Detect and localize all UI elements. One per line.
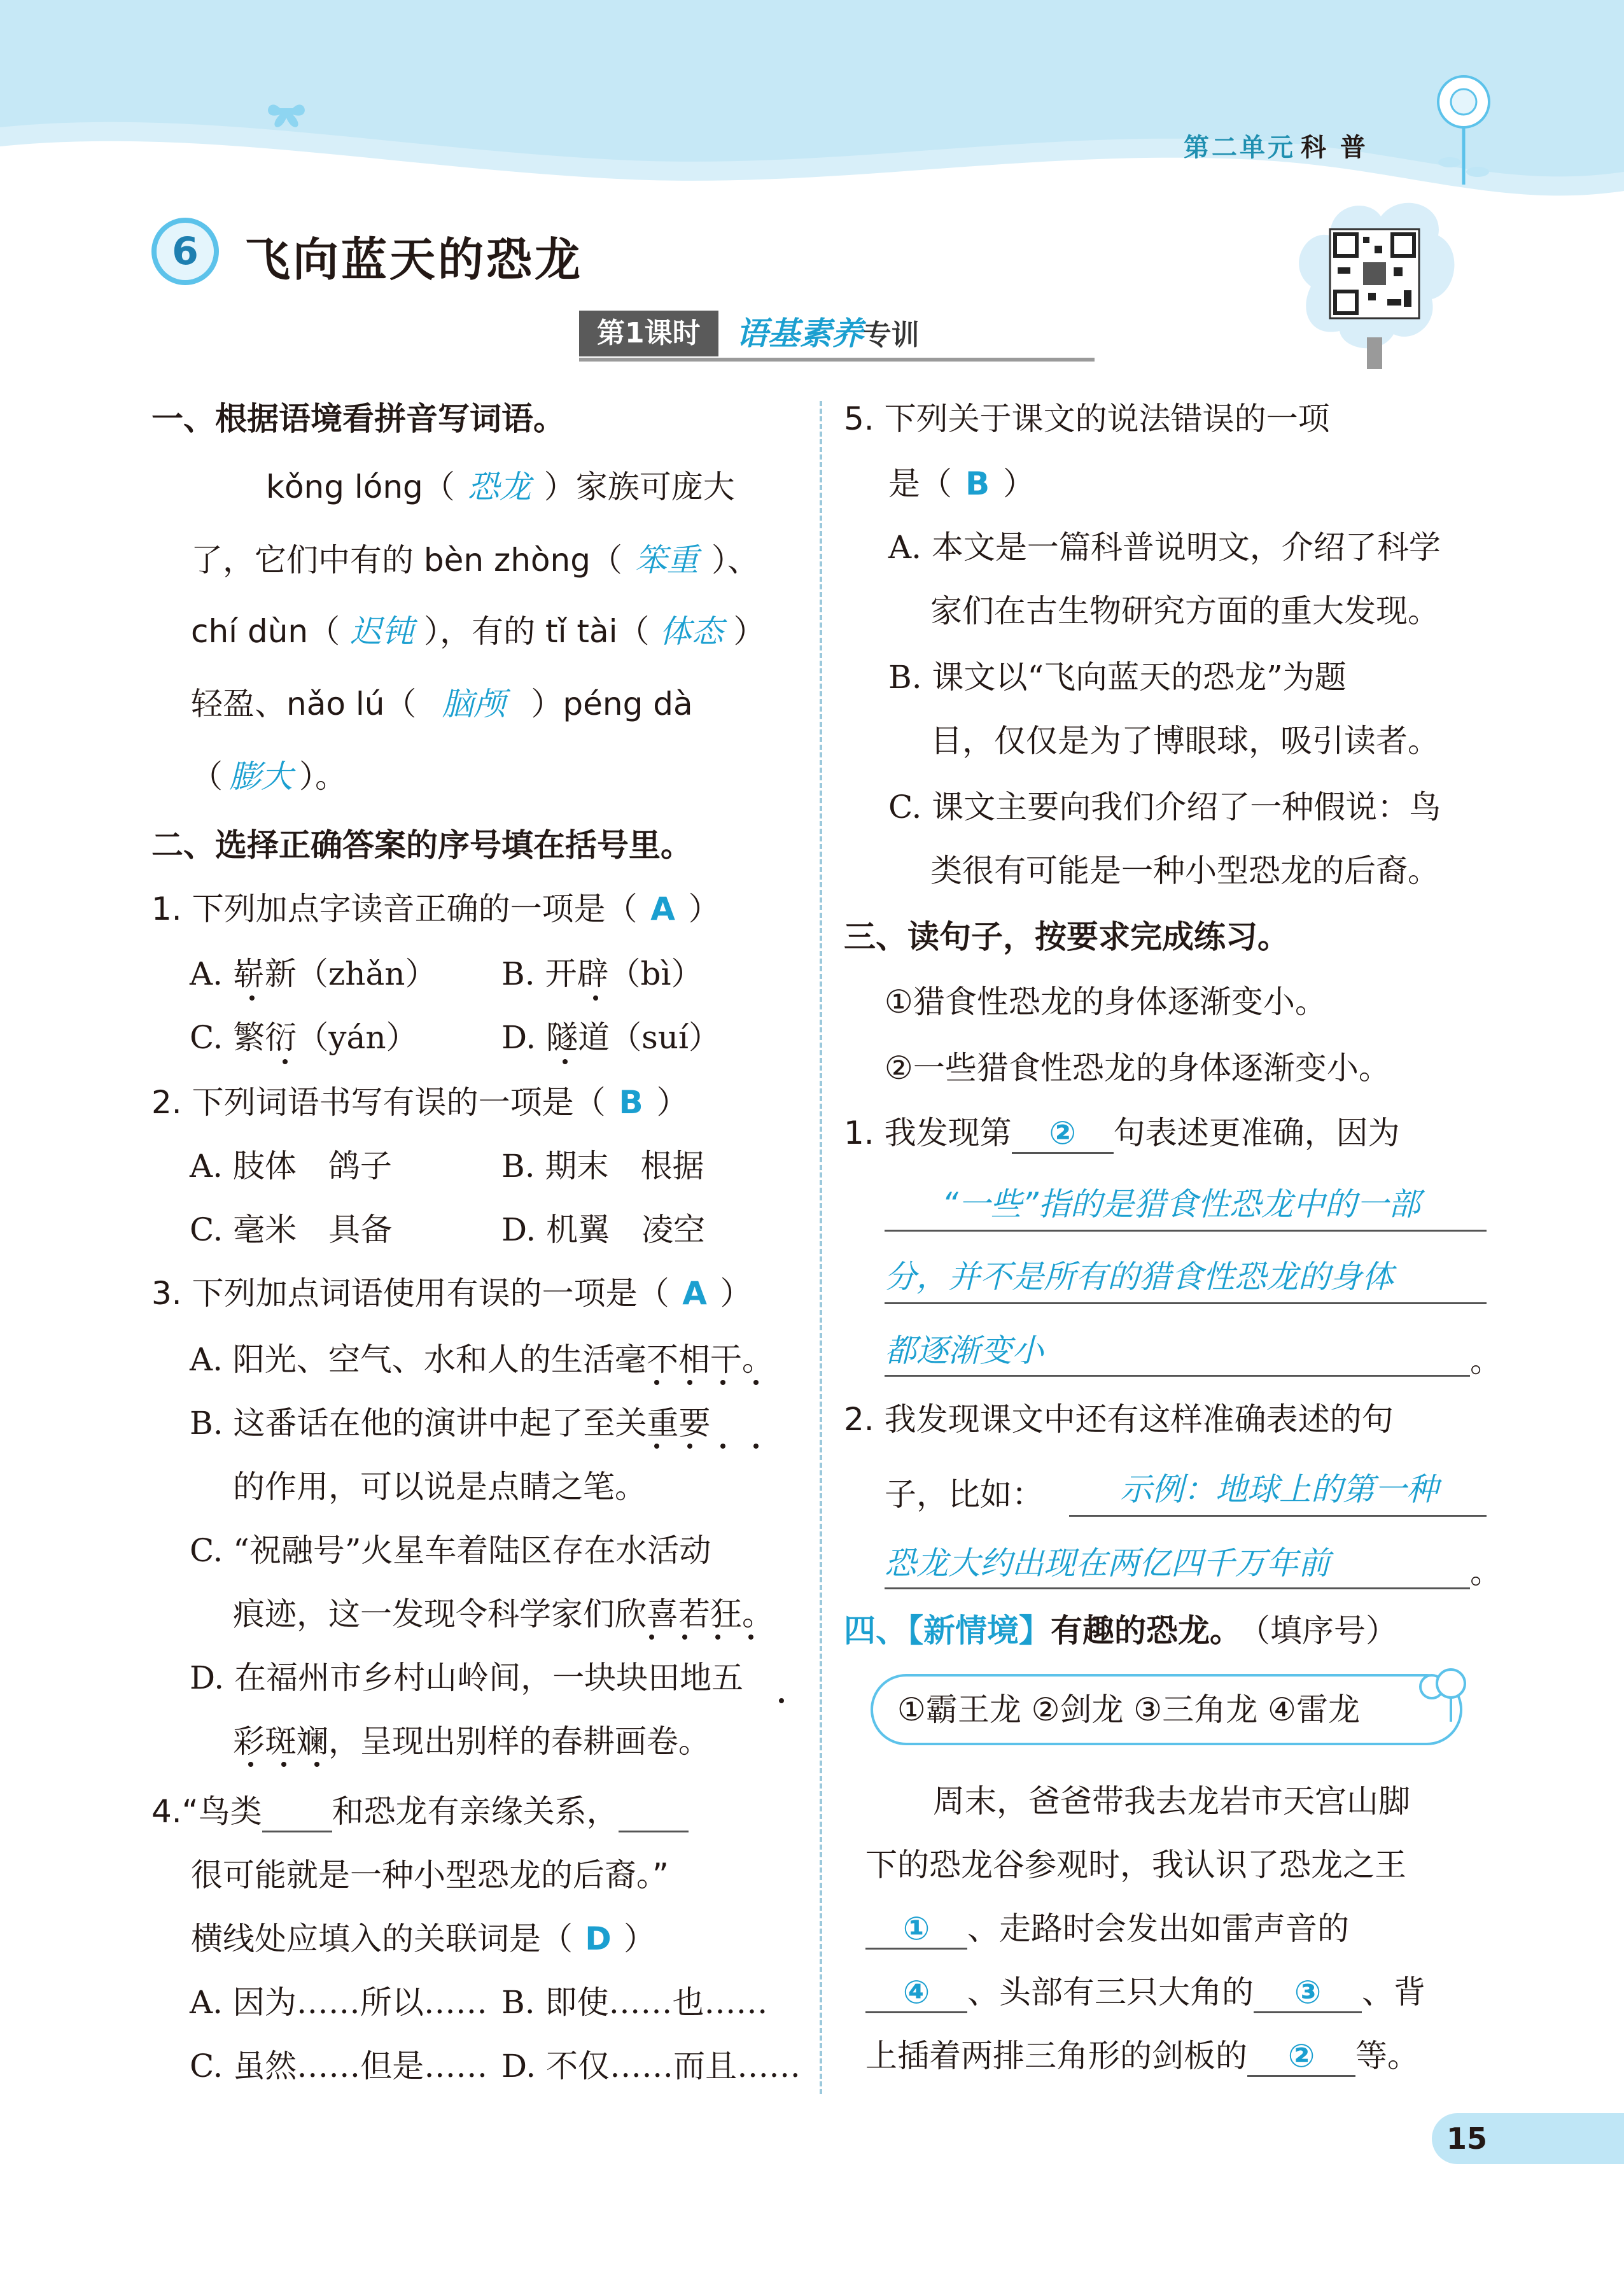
answer-line	[885, 1587, 1470, 1589]
q5-option-a-line2: 家们在古生物研究方面的重大发现。	[930, 593, 1439, 629]
period: 。	[1470, 1554, 1502, 1591]
answer-titai: 体态	[659, 613, 724, 650]
q4-line-2: 很可能就是一种小型恐龙的后裔。”	[191, 1857, 669, 1894]
s3-q2-line-2: 子，比如：	[885, 1476, 1044, 1513]
banner-underline	[579, 358, 1095, 362]
q4-blank-1[interactable]	[262, 1792, 332, 1832]
q5-answer: B	[965, 465, 990, 502]
s4-para-1: 周末，爸爸带我去龙岩市天宫山脚	[933, 1783, 1410, 1820]
section-2-title: 二、选择正确答案的序号填在括号里。	[151, 827, 692, 864]
q4-option-d: D. 不仅……而且……	[501, 2048, 801, 2085]
s3-q1-reason-1: “一些”指的是猎食性恐龙中的一部	[942, 1186, 1420, 1223]
q3-option-c-line2: 痕迹，这一发现令科学家们欣喜若狂。	[233, 1596, 774, 1633]
s4-answer-3: ③	[1254, 1973, 1362, 2013]
q4-blank-2[interactable]	[619, 1792, 689, 1832]
q3-stem: 3. 下列加点词语使用有误的一项是（ A ）	[151, 1275, 752, 1312]
period: 。	[1470, 1342, 1502, 1379]
choice-bank: ①霸王龙 ②剑龙 ③三角龙 ④雷龙	[897, 1691, 1360, 1728]
q4-option-b: B. 即使……也……	[501, 1984, 768, 2021]
q4-line-3: 横线处应填入的关联词是（ D ）	[191, 1920, 655, 1957]
page-number: 15	[1432, 2113, 1502, 2164]
s4-para-4: ④ 、头部有三只大角的 ③ 、背	[865, 1973, 1425, 2013]
answer-chidun: 迟钝	[350, 613, 414, 650]
q3-option-a: A. 阳光、空气、水和人的生活毫不相干。	[190, 1341, 774, 1378]
sentence-2: ②一些猎食性恐龙的身体逐渐变小。	[885, 1050, 1390, 1086]
s1-line-1: kǒng lóng（ 恐龙 ）家族可庞大	[266, 468, 735, 505]
s4-para-5: 上插着两排三角形的剑板的 ② 等。	[865, 2037, 1419, 2077]
q4-option-c: C. 虽然……但是……	[190, 2048, 488, 2085]
emphasis-dot	[563, 1059, 568, 1064]
section-1-title: 一、根据语境看拼音写词语。	[151, 400, 565, 437]
banner-topic-sub: 专训	[863, 319, 920, 351]
q4-answer: D	[585, 1920, 612, 1957]
s3-q1-answer: ②	[1012, 1114, 1114, 1154]
lesson-number-badge: 6	[151, 218, 219, 285]
q3-option-b-line2: 的作用，可以说是点睛之笔。	[233, 1468, 647, 1505]
q5-option-a-line1: A. 本文是一篇科普说明文，介绍了科学	[888, 529, 1441, 566]
q3-option-c-line1: C. “祝融号”火星车着陆区存在水活动	[190, 1532, 711, 1569]
s3-q1-line: 1. 我发现第 ② 句表述更准确，因为	[844, 1114, 1400, 1154]
q3-option-d-line2: 彩斑斓，呈现出别样的春耕画卷。	[233, 1723, 710, 1760]
s3-q1-reason-2: 分，并不是所有的猎食性恐龙的身体	[885, 1258, 1394, 1295]
emphasis-dot	[283, 1059, 288, 1064]
section-3-title: 三、读句子，按要求完成练习。	[844, 918, 1289, 955]
q5-line-1: 5. 下列关于课文的说法错误的一项	[844, 400, 1330, 437]
s3-q2-example-1: 示例：地球上的第一种	[1120, 1471, 1438, 1508]
q5-option-c-line2: 类很有可能是一种小型恐龙的后裔。	[930, 852, 1439, 889]
s4-para-2: 下的恐龙谷参观时，我认识了恐龙之王	[865, 1846, 1406, 1883]
q3-option-d-line1: D. 在福州市乡村山岭间，一块块田地五	[190, 1659, 744, 1696]
q4-option-a: A. 因为……所以……	[190, 1984, 487, 2021]
answer-konglong: 恐龙	[467, 468, 531, 505]
q1-stem: 1. 下列加点字读音正确的一项是（ A ）	[151, 890, 720, 927]
s4-answer-1: ①	[865, 1909, 967, 1950]
q1-option-d: D. 隧道（suí）	[501, 1019, 720, 1056]
answer-naolu: 脑颅	[442, 686, 506, 722]
s1-line-4: 轻盈、nǎo lú（ 脑颅 ）péng dà	[191, 686, 693, 722]
q2-option-b: B. 期末 根据	[501, 1148, 704, 1185]
unit-subject: 科 普	[1301, 133, 1368, 162]
q1-option-c: C. 繁衍（yán）	[190, 1019, 418, 1056]
cloud-decoration-icon	[1406, 1661, 1476, 1725]
sentence-1: ①猎食性恐龙的身体逐渐变小。	[885, 983, 1327, 1020]
q5-line-2: 是（ B ）	[888, 465, 1035, 502]
unit-name: 第二单元	[1184, 133, 1296, 162]
q3-option-b-line1: B. 这番话在他的演讲中起了至关重要	[190, 1405, 711, 1442]
answer-line	[885, 1375, 1470, 1377]
q1-option-a: A. 崭新（zhǎn）	[190, 955, 437, 992]
s3-q2-example-2: 恐龙大约出现在两亿四千万年前	[885, 1545, 1330, 1582]
answer-pengda: 膨大	[229, 758, 293, 795]
q1-answer: A	[650, 890, 675, 927]
q2-stem: 2. 下列词语书写有误的一项是（ B ）	[151, 1084, 689, 1121]
q2-option-a: A. 肢体 鸽子	[190, 1148, 392, 1185]
q5-option-b-line1: B. 课文以“飞向蓝天的恐龙”为题	[888, 659, 1347, 696]
qr-code-cloud[interactable]	[1292, 191, 1457, 376]
q3-answer: A	[682, 1275, 707, 1312]
s1-line-3: chí dùn（ 迟钝 ），有的 tǐ tài（ 体态 ）	[191, 613, 766, 650]
answer-line	[885, 1230, 1487, 1232]
unit-label	[1184, 127, 1368, 164]
column-divider	[820, 401, 822, 2094]
banner-topic	[718, 311, 939, 356]
q2-option-d: D. 机翼 凌空	[501, 1211, 706, 1248]
banner-topic-main: 语基素养	[736, 315, 864, 352]
s1-line-2: 了，它们中有的 bèn zhòng（ 笨重 ）、	[191, 542, 759, 579]
s3-q1-reason-3: 都逐渐变小	[885, 1332, 1044, 1369]
lesson-banner	[579, 311, 939, 356]
s3-q2-line-1: 2. 我发现课文中还有这样准确表述的句	[844, 1401, 1394, 1438]
q2-answer: B	[619, 1084, 643, 1121]
answer-benzhong: 笨重	[634, 542, 699, 579]
new-context-tag: 【新情境】	[907, 1612, 1051, 1649]
lesson-title: 飞向蓝天的恐龙	[244, 233, 584, 286]
s4-para-3: ① 、走路时会发出如雷声音的	[865, 1909, 1349, 1950]
section-4-title: 四、【新情境】有趣的恐龙。 （填序号）	[844, 1612, 1397, 1649]
q4-line-1: 4.“鸟类 和恐龙有亲缘关系，	[151, 1792, 689, 1832]
qr-code-icon	[1292, 191, 1457, 376]
s1-line-5: （ 膨大 ）。	[191, 758, 347, 795]
answer-line	[885, 1302, 1487, 1304]
emphasis-dot	[593, 995, 598, 1001]
emphasis-dot	[249, 995, 255, 1001]
answer-line	[1069, 1515, 1487, 1517]
q5-option-b-line2: 目，仅仅是为了博眼球，吸引读者。	[930, 722, 1439, 759]
q1-option-b: B. 开辟（bì）	[501, 955, 703, 992]
s4-answer-2: ④	[865, 1973, 967, 2013]
q2-option-c: C. 毫米 具备	[190, 1211, 393, 1248]
s4-answer-4: ②	[1247, 2037, 1355, 2077]
banner-period: 第1课时	[579, 311, 718, 356]
q5-option-c-line1: C. 课文主要向我们介绍了一种假说：鸟	[888, 789, 1441, 826]
header-wave-background	[0, 0, 1624, 210]
